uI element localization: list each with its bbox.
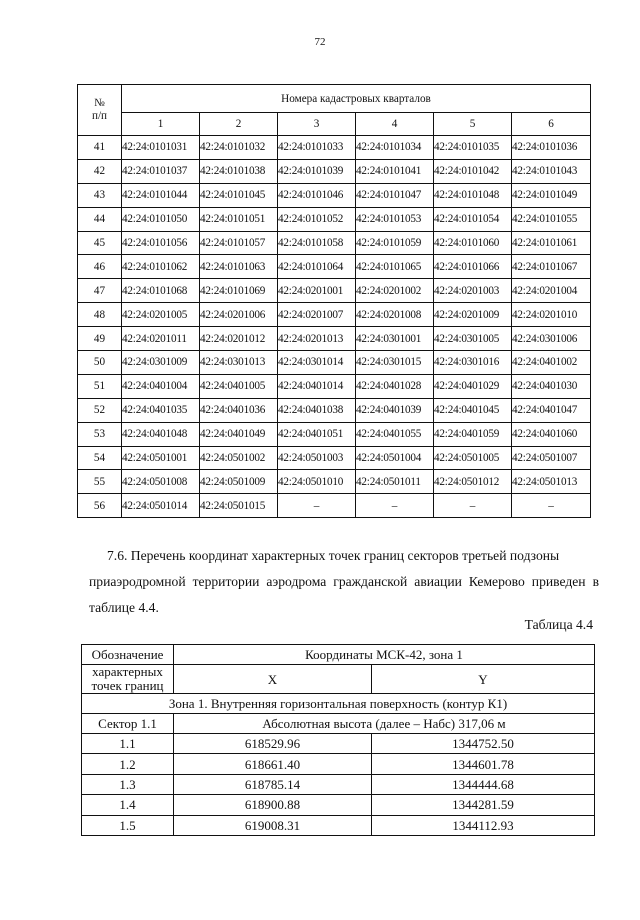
cadastral-number: – bbox=[434, 494, 512, 518]
cadastral-number: 42:24:0101041 bbox=[356, 159, 434, 183]
cadastral-number: 42:24:0401060 bbox=[512, 422, 591, 446]
cadastral-number: 42:24:0301015 bbox=[356, 351, 434, 375]
cadastral-number: 42:24:0401029 bbox=[434, 374, 512, 398]
cadastral-number: 42:24:0401002 bbox=[512, 351, 591, 375]
page-number: 72 bbox=[314, 36, 326, 48]
table-row bbox=[78, 303, 591, 327]
table-row bbox=[78, 446, 591, 470]
cadastral-number: 42:24:0101031 bbox=[122, 136, 200, 160]
row-number: 51 bbox=[78, 374, 122, 398]
cadastral-number: 42:24:0501011 bbox=[356, 470, 434, 494]
cadastral-group-header: Номера кадастровых кварталов bbox=[122, 85, 591, 113]
designation-header-line2: характерных bbox=[92, 664, 163, 679]
cadastral-number: – bbox=[356, 494, 434, 518]
cadastral-number: 42:24:0501013 bbox=[512, 470, 591, 494]
cadastral-number: 42:24:0101044 bbox=[122, 183, 200, 207]
cadastral-number: 42:24:0201002 bbox=[356, 279, 434, 303]
cadastral-number: 42:24:0501008 bbox=[122, 470, 200, 494]
row-number: 48 bbox=[78, 303, 122, 327]
row-number: 47 bbox=[78, 279, 122, 303]
column-number: 3 bbox=[278, 113, 356, 136]
y-coordinate: 1344444.68 bbox=[372, 774, 595, 794]
cadastral-number: 42:24:0101037 bbox=[122, 159, 200, 183]
cadastral-number: 42:24:0101042 bbox=[434, 159, 512, 183]
zone-title: Зона 1. Внутренняя горизонтальная поверхность (контур К1) bbox=[82, 694, 595, 714]
cadastral-number: 42:24:0301006 bbox=[512, 327, 591, 351]
cadastral-number: 42:24:0401028 bbox=[356, 374, 434, 398]
cadastral-number: 42:24:0301009 bbox=[122, 351, 200, 375]
section-paragraph bbox=[89, 543, 599, 621]
cadastral-number: 42:24:0101060 bbox=[434, 231, 512, 255]
table-row bbox=[78, 422, 591, 446]
table-row bbox=[78, 374, 591, 398]
cadastral-number: – bbox=[512, 494, 591, 518]
table-row bbox=[78, 159, 591, 183]
cadastral-number: 42:24:0401035 bbox=[122, 398, 200, 422]
cadastral-number: 42:24:0101039 bbox=[278, 159, 356, 183]
paragraph-line1: 7.6. Перечень координат характерных точек границ секторов третьей подзоны bbox=[107, 548, 560, 563]
point-id: 1.3 bbox=[82, 774, 174, 794]
cadastral-number: 42:24:0501004 bbox=[356, 446, 434, 470]
x-coordinate: 618785.14 bbox=[174, 774, 372, 794]
table-row bbox=[78, 136, 591, 160]
x-coordinate: 618661.40 bbox=[174, 754, 372, 774]
table-row bbox=[78, 351, 591, 375]
cadastral-number: 42:24:0501014 bbox=[122, 494, 200, 518]
num-abbrev: п/п bbox=[91, 110, 108, 122]
table-row bbox=[78, 183, 591, 207]
cadastral-number: 42:24:0401051 bbox=[278, 422, 356, 446]
cadastral-number: 42:24:0401055 bbox=[356, 422, 434, 446]
cadastral-number: – bbox=[278, 494, 356, 518]
cadastral-number: 42:24:0401039 bbox=[356, 398, 434, 422]
cadastral-number: 42:24:0201006 bbox=[200, 303, 278, 327]
row-number: 42 bbox=[78, 159, 122, 183]
row-number: 41 bbox=[78, 136, 122, 160]
cadastral-number: 42:24:0101053 bbox=[356, 207, 434, 231]
cadastral-number: 42:24:0101056 bbox=[122, 231, 200, 255]
table-row bbox=[78, 255, 591, 279]
cadastral-number: 42:24:0101069 bbox=[200, 279, 278, 303]
column-number: 1 bbox=[122, 113, 200, 136]
cadastral-number: 42:24:0101034 bbox=[356, 136, 434, 160]
x-coordinate: 619008.31 bbox=[174, 815, 372, 835]
row-number: 50 bbox=[78, 351, 122, 375]
num-symbol: № bbox=[94, 97, 105, 109]
cadastral-number: 42:24:0501012 bbox=[434, 470, 512, 494]
cadastral-number: 42:24:0401048 bbox=[122, 422, 200, 446]
cadastral-number: 42:24:0101066 bbox=[434, 255, 512, 279]
table-row bbox=[78, 470, 591, 494]
cadastral-number: 42:24:0501015 bbox=[200, 494, 278, 518]
cadastral-number: 42:24:0101064 bbox=[278, 255, 356, 279]
row-number: 56 bbox=[78, 494, 122, 518]
cadastral-number: 42:24:0101046 bbox=[278, 183, 356, 207]
cadastral-number: 42:24:0101055 bbox=[512, 207, 591, 231]
cadastral-number: 42:24:0201010 bbox=[512, 303, 591, 327]
column-number: 5 bbox=[434, 113, 512, 136]
point-id: 1.5 bbox=[82, 815, 174, 835]
row-number: 54 bbox=[78, 446, 122, 470]
cadastral-number: 42:24:0101067 bbox=[512, 255, 591, 279]
cadastral-number: 42:24:0101057 bbox=[200, 231, 278, 255]
cadastral-number: 42:24:0101035 bbox=[434, 136, 512, 160]
altitude-text: Абсолютная высота (далее – Набс) 317,06 м bbox=[174, 714, 595, 734]
table-row bbox=[78, 207, 591, 231]
designation-header-line3: точек границ bbox=[91, 678, 164, 693]
cadastral-number: 42:24:0101051 bbox=[200, 207, 278, 231]
point-id: 1.2 bbox=[82, 754, 174, 774]
coordinates-table bbox=[81, 644, 595, 836]
cadastral-number: 42:24:0101050 bbox=[122, 207, 200, 231]
cadastral-number: 42:24:0101059 bbox=[356, 231, 434, 255]
cadastral-number: 42:24:0401036 bbox=[200, 398, 278, 422]
cadastral-number: 42:24:0501010 bbox=[278, 470, 356, 494]
cadastral-number: 42:24:0101045 bbox=[200, 183, 278, 207]
column-number: 4 bbox=[356, 113, 434, 136]
x-header: X bbox=[174, 665, 372, 694]
cadastral-number: 42:24:0101065 bbox=[356, 255, 434, 279]
x-coordinate: 618900.88 bbox=[174, 795, 372, 815]
cadastral-number: 42:24:0301001 bbox=[356, 327, 434, 351]
cadastral-number: 42:24:0201012 bbox=[200, 327, 278, 351]
cadastral-number: 42:24:0401005 bbox=[200, 374, 278, 398]
y-coordinate: 1344601.78 bbox=[372, 754, 595, 774]
cadastral-number: 42:24:0401045 bbox=[434, 398, 512, 422]
row-number: 46 bbox=[78, 255, 122, 279]
cadastral-number: 42:24:0401049 bbox=[200, 422, 278, 446]
designation-header-line1: Обозначение bbox=[82, 645, 174, 665]
table-row bbox=[78, 327, 591, 351]
table-row bbox=[82, 734, 595, 754]
table-row bbox=[78, 494, 591, 518]
point-id: 1.1 bbox=[82, 734, 174, 754]
table-row bbox=[78, 279, 591, 303]
row-number: 43 bbox=[78, 183, 122, 207]
table-row bbox=[82, 815, 595, 835]
cadastral-number: 42:24:0201004 bbox=[512, 279, 591, 303]
cadastral-number: 42:24:0401014 bbox=[278, 374, 356, 398]
point-id: 1.4 bbox=[82, 795, 174, 815]
cadastral-number: 42:24:0201001 bbox=[278, 279, 356, 303]
y-coordinate: 1344281.59 bbox=[372, 795, 595, 815]
cadastral-number: 42:24:0201005 bbox=[122, 303, 200, 327]
coords-header: Координаты МСК-42, зона 1 bbox=[174, 645, 595, 665]
cadastral-number: 42:24:0101052 bbox=[278, 207, 356, 231]
cadastral-number: 42:24:0501001 bbox=[122, 446, 200, 470]
cadastral-number: 42:24:0101047 bbox=[356, 183, 434, 207]
row-number: 45 bbox=[78, 231, 122, 255]
cadastral-number: 42:24:0101043 bbox=[512, 159, 591, 183]
row-number: 44 bbox=[78, 207, 122, 231]
table-row bbox=[82, 795, 595, 815]
column-number: 2 bbox=[200, 113, 278, 136]
cadastral-number: 42:24:0501002 bbox=[200, 446, 278, 470]
cadastral-number: 42:24:0401038 bbox=[278, 398, 356, 422]
cadastral-number: 42:24:0301013 bbox=[200, 351, 278, 375]
row-number-header bbox=[78, 85, 122, 136]
cadastral-number: 42:24:0101068 bbox=[122, 279, 200, 303]
cadastral-number: 42:24:0301005 bbox=[434, 327, 512, 351]
cadastral-number: 42:24:0201009 bbox=[434, 303, 512, 327]
cadastral-number: 42:24:0101061 bbox=[512, 231, 591, 255]
cadastral-number: 42:24:0101033 bbox=[278, 136, 356, 160]
cadastral-number: 42:24:0301016 bbox=[434, 351, 512, 375]
cadastral-number: 42:24:0101048 bbox=[434, 183, 512, 207]
cadastral-number: 42:24:0101058 bbox=[278, 231, 356, 255]
cadastral-number: 42:24:0501003 bbox=[278, 446, 356, 470]
cadastral-number: 42:24:0201011 bbox=[122, 327, 200, 351]
cadastral-number: 42:24:0101038 bbox=[200, 159, 278, 183]
cadastral-number: 42:24:0101063 bbox=[200, 255, 278, 279]
y-header: Y bbox=[372, 665, 595, 694]
designation-header-rest bbox=[82, 665, 174, 694]
y-coordinate: 1344112.93 bbox=[372, 815, 595, 835]
cadastral-number: 42:24:0101062 bbox=[122, 255, 200, 279]
table-caption: Таблица 4.4 bbox=[524, 617, 593, 632]
cadastral-number: 42:24:0401059 bbox=[434, 422, 512, 446]
column-number: 6 bbox=[512, 113, 591, 136]
cadastral-number: 42:24:0501009 bbox=[200, 470, 278, 494]
row-number: 55 bbox=[78, 470, 122, 494]
x-coordinate: 618529.96 bbox=[174, 734, 372, 754]
table-row bbox=[82, 774, 595, 794]
cadastral-number: 42:24:0101049 bbox=[512, 183, 591, 207]
row-number: 52 bbox=[78, 398, 122, 422]
paragraph-rest: приаэродромной территории аэродрома гражданской авиации Кемерово приведен в таблице 4.4. bbox=[89, 574, 599, 615]
row-number: 49 bbox=[78, 327, 122, 351]
cadastral-number: 42:24:0101054 bbox=[434, 207, 512, 231]
cadastral-number: 42:24:0201003 bbox=[434, 279, 512, 303]
row-number: 53 bbox=[78, 422, 122, 446]
cadastral-number: 42:24:0101036 bbox=[512, 136, 591, 160]
cadastral-number: 42:24:0201007 bbox=[278, 303, 356, 327]
cadastral-number: 42:24:0501007 bbox=[512, 446, 591, 470]
y-coordinate: 1344752.50 bbox=[372, 734, 595, 754]
cadastral-number: 42:24:0401004 bbox=[122, 374, 200, 398]
table-row bbox=[78, 398, 591, 422]
cadastral-number: 42:24:0201008 bbox=[356, 303, 434, 327]
sector-label: Сектор 1.1 bbox=[82, 714, 174, 734]
cadastral-number: 42:24:0101032 bbox=[200, 136, 278, 160]
cadastral-number: 42:24:0501005 bbox=[434, 446, 512, 470]
cadastral-number: 42:24:0201013 bbox=[278, 327, 356, 351]
cadastral-number: 42:24:0301014 bbox=[278, 351, 356, 375]
cadastral-number: 42:24:0401030 bbox=[512, 374, 591, 398]
cadastral-number: 42:24:0401047 bbox=[512, 398, 591, 422]
table-row bbox=[82, 754, 595, 774]
table-row bbox=[78, 231, 591, 255]
cadastral-quarters-table bbox=[77, 84, 591, 518]
